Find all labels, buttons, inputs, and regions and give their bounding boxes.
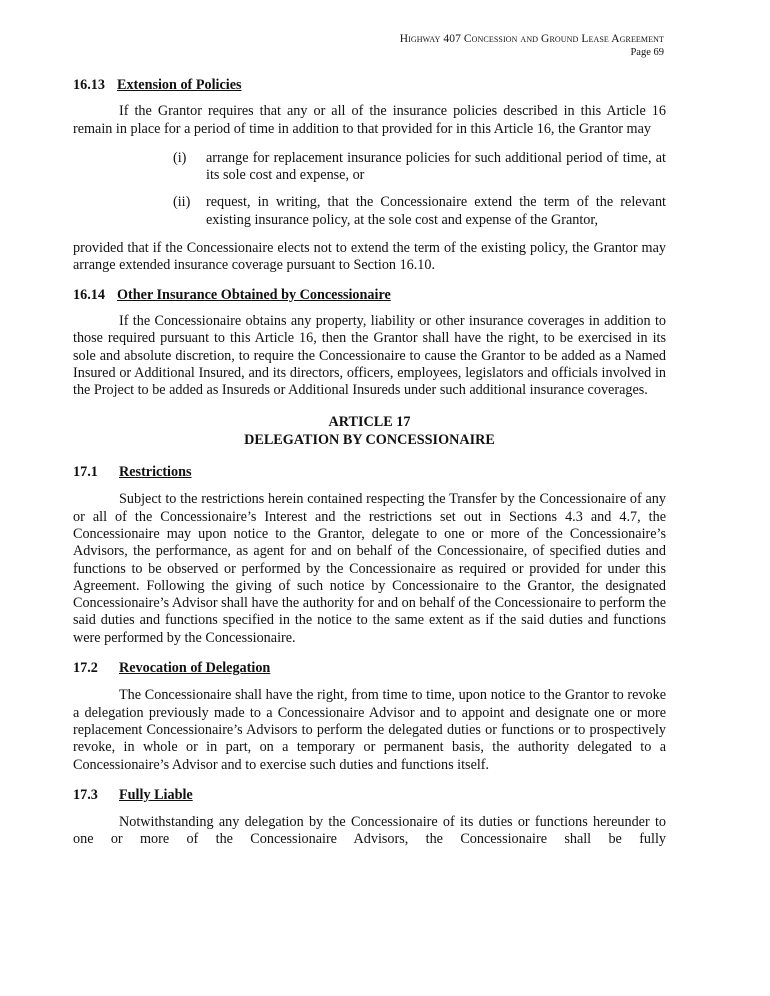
list-item <box>73 150 666 185</box>
section-17-1-heading <box>73 464 666 481</box>
list-item <box>73 194 666 229</box>
page-header <box>400 32 664 60</box>
section-16-13-heading <box>73 77 666 94</box>
list-marker: (ii) <box>173 194 191 211</box>
section-title: Revocation of Delegation <box>119 660 271 677</box>
section-17-1-body: Subject to the restrictions herein contained respecting the Transfer by the Concessionaire of any or all of the Concessionaire’s Interest and the restrictions set out in Sections 4.3 and 4.7, the Concessionaire may upon notice to the Grantor, delegate to one or more of the Concessionaire’s Advisors, the performance, as agent for and on behalf of the Concessionaire, of specified duties and functions to be observed or performed by the Concessionaire as required or provided for under this Agreement. Following the giving of such notice by Concessionaire to the Grantor, the designated Concessionaire’s Advisor shall have the authority for and on behalf of the Concessionaire to perform the said duties and functions specified in the notice to the same extent as if the said duties and functions were performed by the Concessionaire. <box>73 491 666 646</box>
list-text: arrange for replacement insurance policies for such additional period of time, at its sole cost and expense, or <box>206 149 666 184</box>
section-title: Restrictions <box>119 464 192 481</box>
section-number: 17.3 <box>73 786 98 803</box>
section-17-3-heading <box>73 787 666 804</box>
article-title: DELEGATION BY CONCESSIONAIRE <box>244 431 495 448</box>
section-17-3-body: Notwithstanding any delegation by the Concessionaire of its duties or functions hereunder to one or more of the Concessionaire Advisors, the Concessionaire shall be fully <box>73 814 666 848</box>
section-17-2-heading <box>73 660 666 677</box>
section-title: Other Insurance Obtained by Concessionaire <box>117 286 391 303</box>
document-title: Highway 407 Concession and Ground Lease Agreement <box>399 33 664 45</box>
section-number: 16.14 <box>73 286 105 303</box>
section-16-13-proviso: provided that if the Concessionaire elects not to extend the term of the existing policy, the Grantor may arrange extended insurance coverage pursuant to Section 16.10. <box>73 240 666 274</box>
section-number: 16.13 <box>73 77 105 93</box>
list-text: request, in writing, that the Concessionaire extend the term of the relevant existing insurance policy, at the sole cost and expense of the Grantor, <box>206 194 666 228</box>
section-16-14-heading <box>73 287 666 304</box>
list-marker: (i) <box>173 149 187 166</box>
article-label: ARTICLE 17 <box>328 414 411 431</box>
section-16-13-intro: If the Grantor requires that any or all of the insurance policies described in this Article 16 remain in place for a period of time in addition to that provided for in this Article 16, the Grantor may <box>73 103 666 137</box>
section-17-2-body: The Concessionaire shall have the right, from time to time, upon notice to the Grantor to revoke a delegation previously made to a Concessionaire Advisor and to appoint and designate one or more replacement Concessionaire’s Advisors to perform the delegated duties or functions or to prospectively revoke, in whole or in part, on a temporary or permanent basis, the authority delegated to a Concessionaire’s Advisor and to exercise such duties and functions itself. <box>73 687 666 773</box>
document-body <box>73 77 666 849</box>
section-title: Extension of Policies <box>117 77 242 93</box>
section-number: 17.1 <box>73 464 98 481</box>
section-16-14-body: If the Concessionaire obtains any property, liability or other insurance coverages in addition to those required pursuant to this Article 16, then the Grantor shall have the right, to be exercised in its sole and absolute discretion, to require the Concessionaire to cause the Grantor to be added as a Named Insured or Additional Insured, and its directors, officers, employees, legislators and officials involved in the Project to be added as Insureds or Additional Insureds under such additional insurance coverages. <box>73 312 666 399</box>
section-number: 17.2 <box>73 660 98 677</box>
page-number: Page 69 <box>630 47 664 58</box>
section-title: Fully Liable <box>119 786 193 803</box>
